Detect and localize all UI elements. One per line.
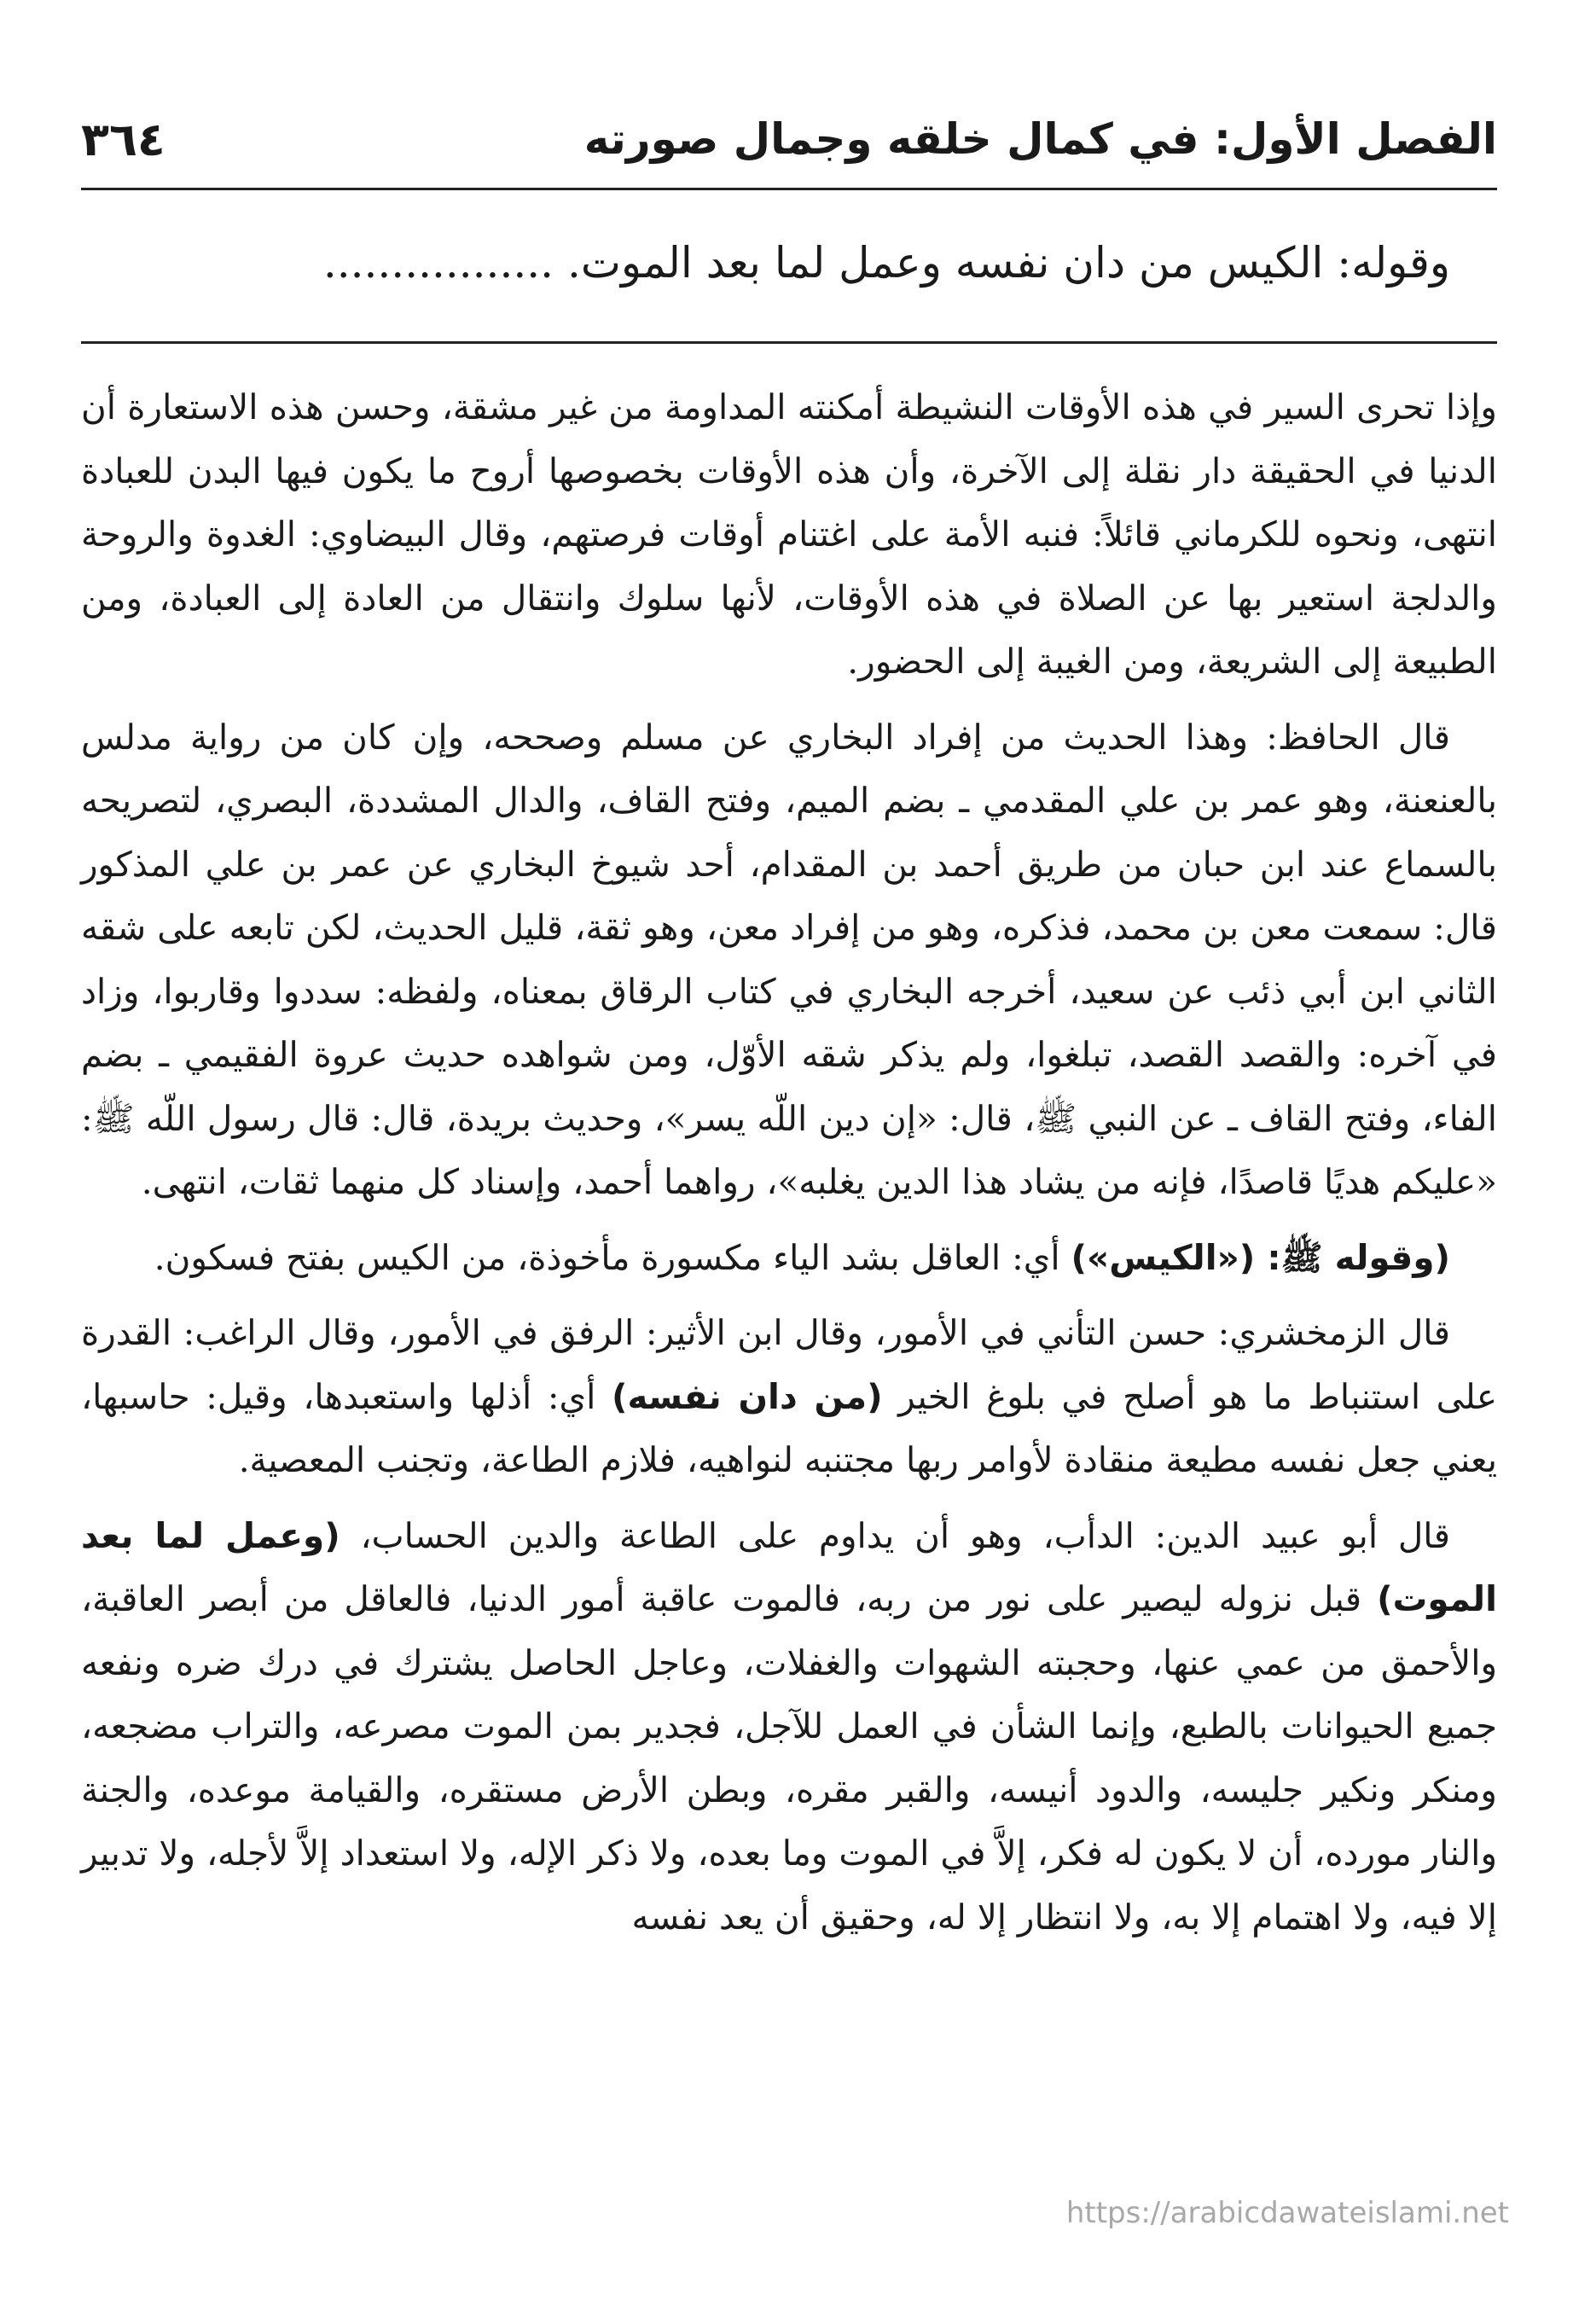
hadith-dots: ................. bbox=[322, 238, 554, 288]
paragraph-1: وإذا تحرى السير في هذه الأوقات النشيطة أمكنته المداومة من غير مشقة، وحسن هذه الاستعارة أن الدنيا في الحقيقة دار نقلة إلى الآخرة، وأن هذه الأوقات بخصوصها أروح ما يكون فيها البدن للعبادة انتهى، ونحوه للكرماني قائلاً: فنبه الأمة على اغتنام أوقات فرصتهم، وقال البيضاوي: الغدوة والروحة والدلجة استعير بها عن الصلاة في هذه الأوقات، لأنها سلوك وانتقال من العادة إلى العبادة، ومن الطبيعة إلى الشريعة، ومن الغيبة إلى الحضور. bbox=[81, 386, 1497, 682]
commentary-body bbox=[81, 375, 1497, 1961]
watermark-url: https://arabicdawateislami.net bbox=[1065, 2196, 1509, 2230]
paragraph-5-quote: (وعمل لما بعد الموت) bbox=[81, 1514, 1497, 1619]
page-number: ٣٦٤ bbox=[81, 112, 165, 166]
book-page bbox=[81, 0, 1497, 2324]
paragraph-2: قال الحافظ: وهذا الحديث من إفراد البخاري عن مسلم وصححه، وإن كان من رواية مدلس بالعنعنة، وهو عمر بن علي المقدمي ـ بضم الميم، وفتح القاف، والدال المشددة، البصري، لتصريحه بالسماع عند ابن حبان من طريق أحمد بن المقدام، أحد شيوخ البخاري عن عمر بن علي المذكور قال: سمعت معن بن محمد، فذكره، وهو من إفراد معن، وهو ثقة، قليل الحديث، لكن تابعه على شقه الثاني ابن أبي ذئب عن سعيد، أخرجه البخاري في كتاب الرقاق بمعناه، ولفظه: سددوا وقاربوا، وزاد في آخره: والقصد القصد، تبلغوا، ولم يذكر شقه الأوّل، ومن شواهده حديث عروة الفقيمي ـ بضم الفاء، وفتح القاف ـ عن النبي ﷺ، قال: «إن دين اللّه يسر»، وحديث بريدة، قال: قال رسول اللّه ﷺ: «عليكم هديًا قاصدًا، فإنه من يشاد هذا الدين يغلبه»، رواهما أحمد، وإسناد كل منهما ثقات، انتهى. bbox=[81, 716, 1497, 1202]
header-rule bbox=[81, 188, 1497, 190]
paragraph-3-lead: (وقوله ﷺ: («الكيس») bbox=[1071, 1236, 1450, 1278]
hadith-matn bbox=[81, 229, 1450, 297]
chapter-title: الفصل الأول: في كمال خلقه وجمال صورته bbox=[583, 114, 1497, 164]
paragraph-3-text: أي: العاقل بشد الياء مكسورة مأخوذة، من الكيس بفتح فسكون. bbox=[154, 1236, 1071, 1278]
paragraph-3 bbox=[81, 1226, 1497, 1290]
paragraph-4-quote: (من دان نفسه) bbox=[612, 1375, 883, 1417]
paragraph-5-text-c: قبل نزوله ليصير على نور من ربه، فالموت عاقبة أمور الدنيا، فالعاقل من أبصر العاقبة، والأحمق من عمي عنها، وحجبته الشهوات والغفلات، وعاجل الحاصل يشترك في درك ضره ونفعه جميع الحيوانات بالطبع، وإنما الشأن في العمل للآجل، فجدير بمن الموت مصرعه، والتراب مضجعه، ومنكر ونكير جليسه، والدود أنيسه، والقبر مقره، وبطن الأرض مستقره، والقيامة موعده، والجنة والنار مورده، أن لا يكون له فكر، إلاَّ في الموت وما بعده، ولا ذكر الإله، ولا استعداد إلاَّ لأجله، ولا تدبير إلا فيه، ولا اهتمام إلا به، ولا انتظار إلا له، وحقيق أن يعد نفسه bbox=[81, 1578, 1497, 1938]
hadith-text: وقوله: الكيس من دان نفسه وعمل لما بعد الموت. bbox=[566, 238, 1450, 288]
paragraph-4-text-c: أي: أذلها واستعبدها، وقيل: حاسبها، يعني جعل نفسه مطيعة منقادة لأوامر ربها مجتنبه لنواهيه، فلازم الطاعة، وتجنب المعصية. bbox=[81, 1375, 1497, 1480]
matn-separator-rule bbox=[81, 341, 1497, 344]
paragraph-5-text-a: قال أبو عبيد الدين: الدأب، وهو أن يداوم على الطاعة والدين الحساب، bbox=[340, 1514, 1450, 1556]
page-header bbox=[81, 109, 1497, 169]
paragraph-4-text-a: قال الزمخشري: حسن التأني في الأمور، وقال ابن الأثير: الرفق في الأمور، وقال الراغب: القدرة على استنباط ما هو أصلح في بلوغ الخير bbox=[81, 1312, 1497, 1417]
paragraph-5 bbox=[81, 1504, 1497, 1949]
paragraph-4 bbox=[81, 1301, 1497, 1492]
